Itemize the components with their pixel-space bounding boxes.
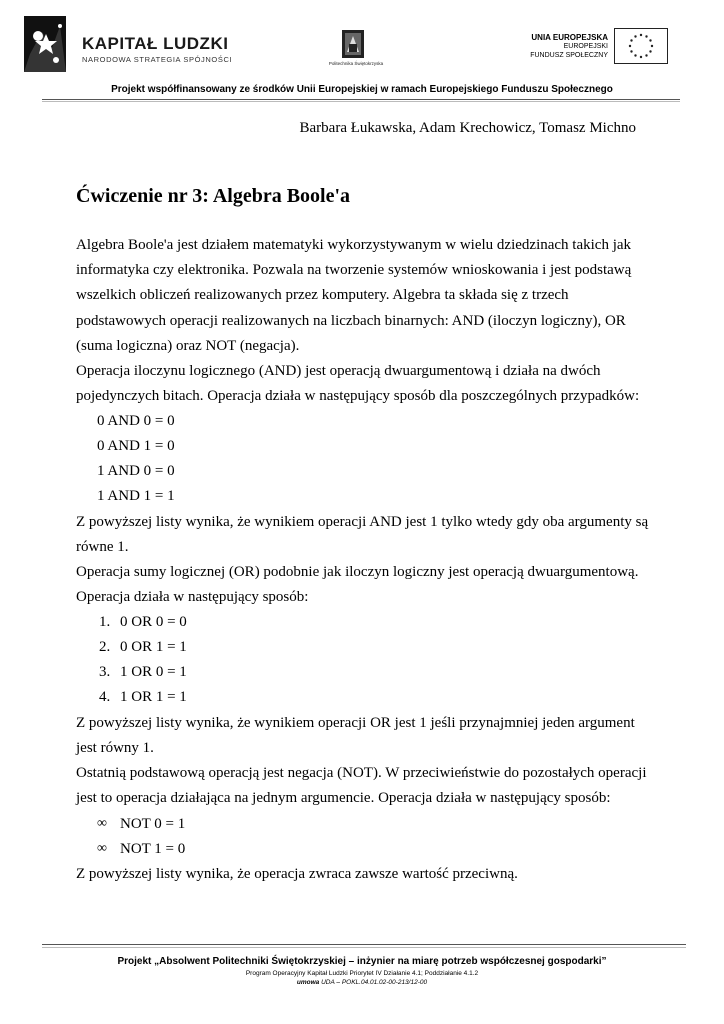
infinity-bullet-icon: ∞ <box>97 841 107 856</box>
eu-name: UNIA EUROPEJSKA <box>531 33 608 42</box>
paragraph-line: podstawowych operacji realizowanych na liczbach binarnych: AND (iloczyn logiczny), OR <box>76 313 626 329</box>
kapital-ludzki-title: KAPITAŁ LUDZKI <box>82 34 229 53</box>
or-case-number: 1. <box>99 614 111 630</box>
paragraph-line: jest równy 1. <box>76 740 154 756</box>
not-case: NOT 0 = 1 <box>120 816 186 832</box>
authors: Barbara Łukawska, Adam Krechowicz, Tomasz Michno <box>299 120 636 136</box>
and-case: 1 AND 0 = 0 <box>97 463 175 479</box>
paragraph-line: Z powyższej listy wynika, że wynikiem operacji OR jest 1 jeśli przynajmniej jeden argument <box>76 715 635 731</box>
footer-project-name: Projekt „Absolwent Politechniki Świętokrzyskiej – inżynier na miarę potrzeb współczesnej gospodarki” <box>117 956 607 967</box>
efs-line1: EUROPEJSKI <box>563 43 608 50</box>
or-case-number: 3. <box>99 664 111 680</box>
kapital-ludzki-subtitle: NARODOWA STRATEGIA SPÓJNOŚCI <box>82 55 233 64</box>
or-case-number: 4. <box>99 689 111 705</box>
or-case: 0 OR 1 = 1 <box>120 639 187 655</box>
paragraph-line: wszelkich obliczeń realizowanych przez komputery. Algebra ta składa się z trzech <box>76 287 569 303</box>
kapital-ludzki-emblem-icon <box>22 14 82 74</box>
header-divider-thin <box>42 101 680 102</box>
cofinancing-line: Projekt współfinansowany ze środków Unii Europejskiej w ramach Europejskiego Funduszu Społecznego <box>111 84 613 95</box>
paragraph-line: Operacja iloczynu logicznego (AND) jest operacją dwuargumentową i działa na dwóch <box>76 363 601 379</box>
footer-divider <box>42 944 686 945</box>
footer-contract-label: umowa <box>296 979 320 986</box>
footer-program: Program Operacyjny Kapitał Ludzki Priorytet IV Działanie 4.1; Poddziałanie 4.1.2 <box>245 970 479 977</box>
paragraph-line: (suma logiczna) oraz NOT (negacja). <box>76 338 300 354</box>
paragraph-line: równe 1. <box>76 539 129 555</box>
header-divider <box>42 99 680 100</box>
politechnika-name: Politechnika Świętokrzyska <box>328 61 384 66</box>
paragraph-line: Algebra Boole'a jest działem matematyki wykorzystywanym w wielu dziedzinach takich jak <box>76 237 632 253</box>
infinity-bullet-icon: ∞ <box>97 816 107 831</box>
or-case-number: 2. <box>99 639 111 655</box>
paragraph-line: Z powyższej listy wynika, że wynikiem operacji AND jest 1 tylko wtedy gdy oba argumenty są <box>76 514 649 530</box>
paragraph-line: Z powyższej listy wynika, że operacja zwraca zawsze wartość przeciwną. <box>76 866 518 882</box>
or-case: 0 OR 0 = 0 <box>120 614 187 630</box>
or-case: 1 OR 0 = 1 <box>120 664 187 680</box>
paragraph-line: Operacja sumy logicznej (OR) podobnie jak iloczyn logiczny jest operacją dwuargumentową. <box>76 564 639 580</box>
and-case: 0 AND 0 = 0 <box>97 413 175 429</box>
paragraph-line: Operacja działa w następujący sposób: <box>76 589 309 605</box>
page-title: Ćwiczenie nr 3: Algebra Boole'a <box>76 185 351 207</box>
paragraph-line: pojedynczych bitach. Operacja działa w następujący sposób dla poszczególnych przypadków: <box>76 388 640 404</box>
eu-flag-icon <box>614 28 668 64</box>
paragraph-line: informatyka czy elektronika. Pozwala na tworzenie systemów wnioskowania i jest podstawą <box>76 262 632 278</box>
footer-divider-thin <box>42 947 686 948</box>
not-case: NOT 1 = 0 <box>120 841 186 857</box>
or-case: 1 OR 1 = 1 <box>120 689 187 705</box>
paragraph-line: jest to operacja działająca na jednym argumencie. Operacja działa w następujący sposób: <box>76 790 611 806</box>
and-case: 0 AND 1 = 0 <box>97 438 175 454</box>
footer-contract <box>0 979 724 986</box>
eu-text-block <box>530 33 608 60</box>
footer-contract-number: UDA – POKL.04.01.02-00-213/12-00 <box>321 979 428 986</box>
and-case: 1 AND 1 = 1 <box>97 488 175 504</box>
efs-line2: FUNDUSZ SPOŁECZNY <box>530 52 608 59</box>
paragraph-line: Ostatnią podstawową operacją jest negacja (NOT). W przeciwieństwie do pozostałych operacji <box>76 765 647 781</box>
